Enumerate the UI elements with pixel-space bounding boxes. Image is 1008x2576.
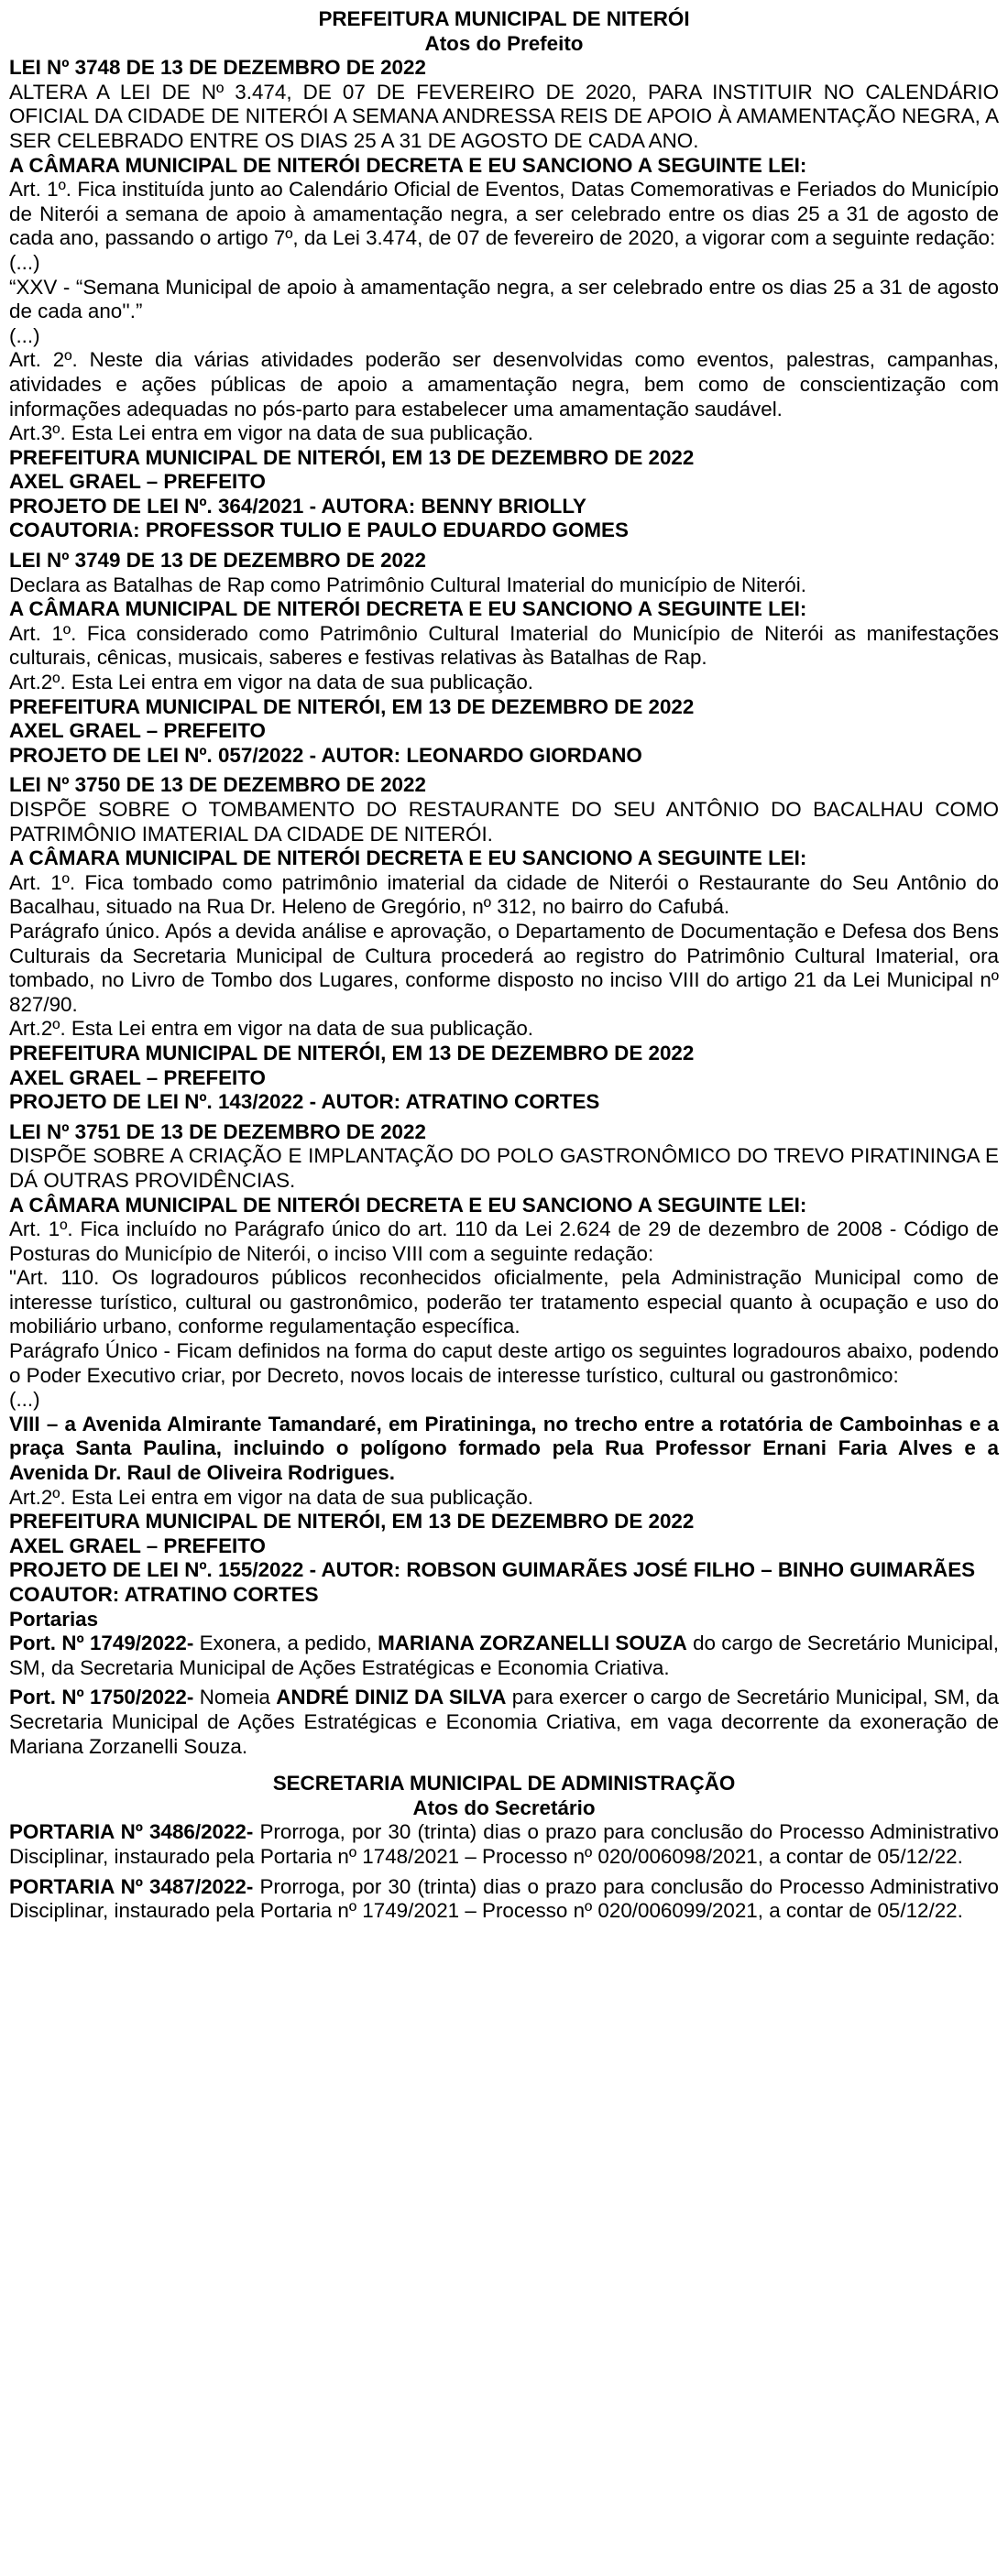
law-article: Art. 1º. Fica incluído no Parágrafo único do art. 110 da Lei 2.624 de 29 de dezembro de 2008 - Código de Posturas do Município de Niterói, o inciso VIII com a seguinte redação: <box>9 1217 999 1265</box>
law-decree: A CÂMARA MUNICIPAL DE NITERÓI DECRETA E EU SANCIONO A SEGUINTE LEI: <box>9 597 807 621</box>
project-author: PROJETO DE LEI Nº. 364/2021 - AUTORA: BENNY BRIOLLY <box>9 494 586 518</box>
law-article: Art. 1º. Fica instituída junto ao Calendário Oficial de Eventos, Datas Comemorativas e Feriados do Município de Niterói a semana de apoio à amamentação negra, a ser celebrado entre os dias 25 a 31 de agosto de cada ano, passando o artigo 7º, da Lei 3.474, de 07 de fevereiro de 2020, a vigorar com a seguinte redação: <box>9 178 999 250</box>
portaria-person: ANDRÉ DINIZ DA SILVA <box>276 1686 507 1709</box>
portaria-text: Prorroga, por 30 (trinta) dias o prazo para conclusão do Processo Administrativo Disciplinar, instaurado pela Portaria nº 1748/2021 – Processo nº 020/006098/2021, a contar de 05/12/22. <box>9 1820 999 1868</box>
law-heading: LEI Nº 3749 DE 13 DE DEZEMBRO DE 2022 <box>9 549 426 573</box>
law-article: Art. 1º. Fica tombado como patrimônio imaterial da cidade de Niterói o Restaurante do Seu Antônio do Bacalhau, situado na Rua Dr. Heleno de Gregório, nº 312, no bairro do Cafubá. <box>9 870 999 919</box>
law-ementa: DISPÕE SOBRE A CRIAÇÃO E IMPLANTAÇÃO DO POLO GASTRONÔMICO DO TREVO PIRATININGA E DÁ OUTRAS PROVIDÊNCIAS. <box>9 1144 999 1192</box>
law-heading: LEI Nº 3750 DE 13 DE DEZEMBRO DE 2022 <box>9 773 426 797</box>
law-article: Art.3º. Esta Lei entra em vigor na data de sua publicação. <box>9 421 534 445</box>
signature-name: AXEL GRAEL – PREFEITO <box>9 719 266 743</box>
portaria-person: MARIANA ZORZANELLI SOUZA <box>378 1632 687 1655</box>
law-paragraph: Parágrafo único. Após a devida análise e aprovação, o Departamento de Documentação e Defesa dos Bens Culturais da Secretaria Municipal de Cultura procederá ao registro do Patrimônio Cultural Imaterial, ora tombado, no Livro de Tombo dos Lugares, conforme disposto no inciso VIII do artigo 21 da Lei Municipal nº 827/90. <box>9 919 999 1016</box>
law-3750 <box>9 773 999 1114</box>
law-decree: A CÂMARA MUNICIPAL DE NITERÓI DECRETA E EU SANCIONO A SEGUINTE LEI: <box>9 1193 807 1217</box>
law-paragraph: Parágrafo Único - Ficam definidos na forma do caput deste artigo os seguintes logradouros abaixo, podendo o Poder Executivo criar, por Decreto, novos locais de interesse turístico, cultural ou gastronômico: <box>9 1339 999 1387</box>
page-title: PREFEITURA MUNICIPAL DE NITERÓI <box>318 7 690 30</box>
law-ementa: ALTERA A LEI DE Nº 3.474, DE 07 DE FEVEREIRO DE 2020, PARA INSTITUIR NO CALENDÁRIO OFICIAL DA CIDADE DE NITERÓI A SEMANA ANDRESSA REIS DE APOIO À AMAMENTAÇÃO NEGRA, A SER CELEBRADO ENTRE OS DIAS 25 A 31 DE AGOSTO DE CADA ANO. <box>9 80 999 152</box>
project-author: PROJETO DE LEI Nº. 057/2022 - AUTOR: LEONARDO GIORDANO <box>9 743 642 767</box>
portaria-text: para exercer o cargo de Secretário Municipal, SM, da Secretaria Municipal de Ações Estratégicas e Economia Criativa, em vaga decorrente da exoneração de Mariana Zorzanelli Souza. <box>9 1686 999 1758</box>
law-quote: “XXV - “Semana Municipal de apoio à amamentação negra, a ser celebrado entre os dias 25 a 31 de agosto de cada ano''.” <box>9 275 999 323</box>
law-heading: LEI Nº 3751 DE 13 DE DEZEMBRO DE 2022 <box>9 1119 426 1143</box>
project-author: PROJETO DE LEI Nº. 143/2022 - AUTOR: ATRATINO CORTES <box>9 1090 600 1114</box>
portaria-text: Nomeia <box>193 1686 277 1709</box>
page-subtitle: Atos do Prefeito <box>424 31 584 55</box>
project-author: PROJETO DE LEI Nº. 155/2022 - AUTOR: ROBSON GUIMARÃES JOSÉ FILHO – BINHO GUIMARÃES <box>9 1558 976 1582</box>
signature-place: PREFEITURA MUNICIPAL DE NITERÓI, EM 13 DE DEZEMBRO DE 2022 <box>9 694 695 718</box>
law-ementa: Declara as Batalhas de Rap como Patrimônio Cultural Imaterial do município de Niterói. <box>9 573 806 596</box>
admin-section <box>9 1772 999 1924</box>
portarias-section <box>9 1608 999 1760</box>
signature-name: AXEL GRAEL – PREFEITO <box>9 1534 266 1557</box>
law-3749 <box>9 549 999 768</box>
signature-place: PREFEITURA MUNICIPAL DE NITERÓI, EM 13 DE DEZEMBRO DE 2022 <box>9 445 695 469</box>
project-coauthors: COAUTORIA: PROFESSOR TULIO E PAULO EDUARDO GOMES <box>9 518 629 542</box>
ellipsis: (...) <box>9 250 40 274</box>
law-article: Art. 2º. Neste dia várias atividades poderão ser desenvolvidas como eventos, palestras, campanhas, atividades e ações públicas de apoio a amamentação negra, bem como de conscientização com informações adequadas no pós-parto para estabelecer uma amamentação saudável. <box>9 348 999 420</box>
law-article: Art.2º. Esta Lei entra em vigor na data de sua publicação. <box>9 1017 534 1041</box>
law-3748 <box>9 56 999 543</box>
section-title: SECRETARIA MUNICIPAL DE ADMINISTRAÇÃO <box>272 1772 736 1796</box>
portaria-3486 <box>9 1820 999 1869</box>
ellipsis: (...) <box>9 323 40 347</box>
section-subtitle: Atos do Secretário <box>412 1796 596 1819</box>
law-article: Art.2º. Esta Lei entra em vigor na data de sua publicação. <box>9 671 534 694</box>
law-quoted-article: "Art. 110. Os logradouros públicos reconhecidos oficialmente, pela Administração Municipal como de interesse turístico, cultural ou gastronômico, poderão ter tratamento especial quanto à ocupação e uso do mobiliário urbano, conforme regulamentação específica. <box>9 1266 999 1338</box>
portaria-text: Exonera, a pedido, <box>193 1632 378 1655</box>
portaria-1750 <box>9 1686 999 1759</box>
portaria-label: Port. Nº 1749/2022- <box>9 1632 194 1655</box>
ellipsis: (...) <box>9 1388 40 1412</box>
law-article: Art.2º. Esta Lei entra em vigor na data de sua publicação. <box>9 1485 534 1509</box>
section-heading: Portarias <box>9 1607 99 1631</box>
portaria-1749 <box>9 1632 999 1680</box>
portaria-label: PORTARIA Nº 3486/2022- <box>9 1820 254 1844</box>
law-heading: LEI Nº 3748 DE 13 DE DEZEMBRO DE 2022 <box>9 56 426 80</box>
portaria-text: do cargo de Secretário Municipal, SM, da Secretaria Municipal de Ações Estratégicas e Economia Criativa. <box>9 1632 1000 1679</box>
project-coauthor: COAUTOR: ATRATINO CORTES <box>9 1583 319 1606</box>
law-3751 <box>9 1120 999 1608</box>
signature-place: PREFEITURA MUNICIPAL DE NITERÓI, EM 13 DE DEZEMBRO DE 2022 <box>9 1041 695 1064</box>
signature-name: AXEL GRAEL – PREFEITO <box>9 470 266 494</box>
law-inciso: VIII – a Avenida Almirante Tamandaré, em Piratininga, no trecho entre a rotatória de Camboinhas e a praça Santa Paulina, incluindo o polígono formado pela Rua Professor Ernani Faria Alves e a Avenida Dr. Raul de Oliveira Rodrigues. <box>9 1412 999 1485</box>
law-decree: A CÂMARA MUNICIPAL DE NITERÓI DECRETA E EU SANCIONO A SEGUINTE LEI: <box>9 153 807 177</box>
portaria-label: Port. Nº 1750/2022- <box>9 1686 194 1709</box>
law-ementa: DISPÕE SOBRE O TOMBAMENTO DO RESTAURANTE DO SEU ANTÔNIO DO BACALHAU COMO PATRIMÔNIO IMATERIAL DA CIDADE DE NITERÓI. <box>9 798 999 846</box>
signature-place: PREFEITURA MUNICIPAL DE NITERÓI, EM 13 DE DEZEMBRO DE 2022 <box>9 1510 695 1534</box>
law-article: Art. 1º. Fica considerado como Patrimônio Cultural Imaterial do Município de Niterói as manifestações culturais, cênicas, musicais, saberes e festivas relativas às Batalhas de Rap. <box>9 621 999 670</box>
law-decree: A CÂMARA MUNICIPAL DE NITERÓI DECRETA E EU SANCIONO A SEGUINTE LEI: <box>9 846 807 870</box>
portaria-label: PORTARIA Nº 3487/2022- <box>9 1874 254 1898</box>
portaria-text: Prorroga, por 30 (trinta) dias o prazo para conclusão do Processo Administrativo Disciplinar, instaurado pela Portaria nº 1749/2021 – Processo nº 020/006099/2021, a contar de 05/12/22. <box>9 1874 999 1923</box>
portaria-3487 <box>9 1875 999 1924</box>
signature-name: AXEL GRAEL – PREFEITO <box>9 1065 266 1089</box>
